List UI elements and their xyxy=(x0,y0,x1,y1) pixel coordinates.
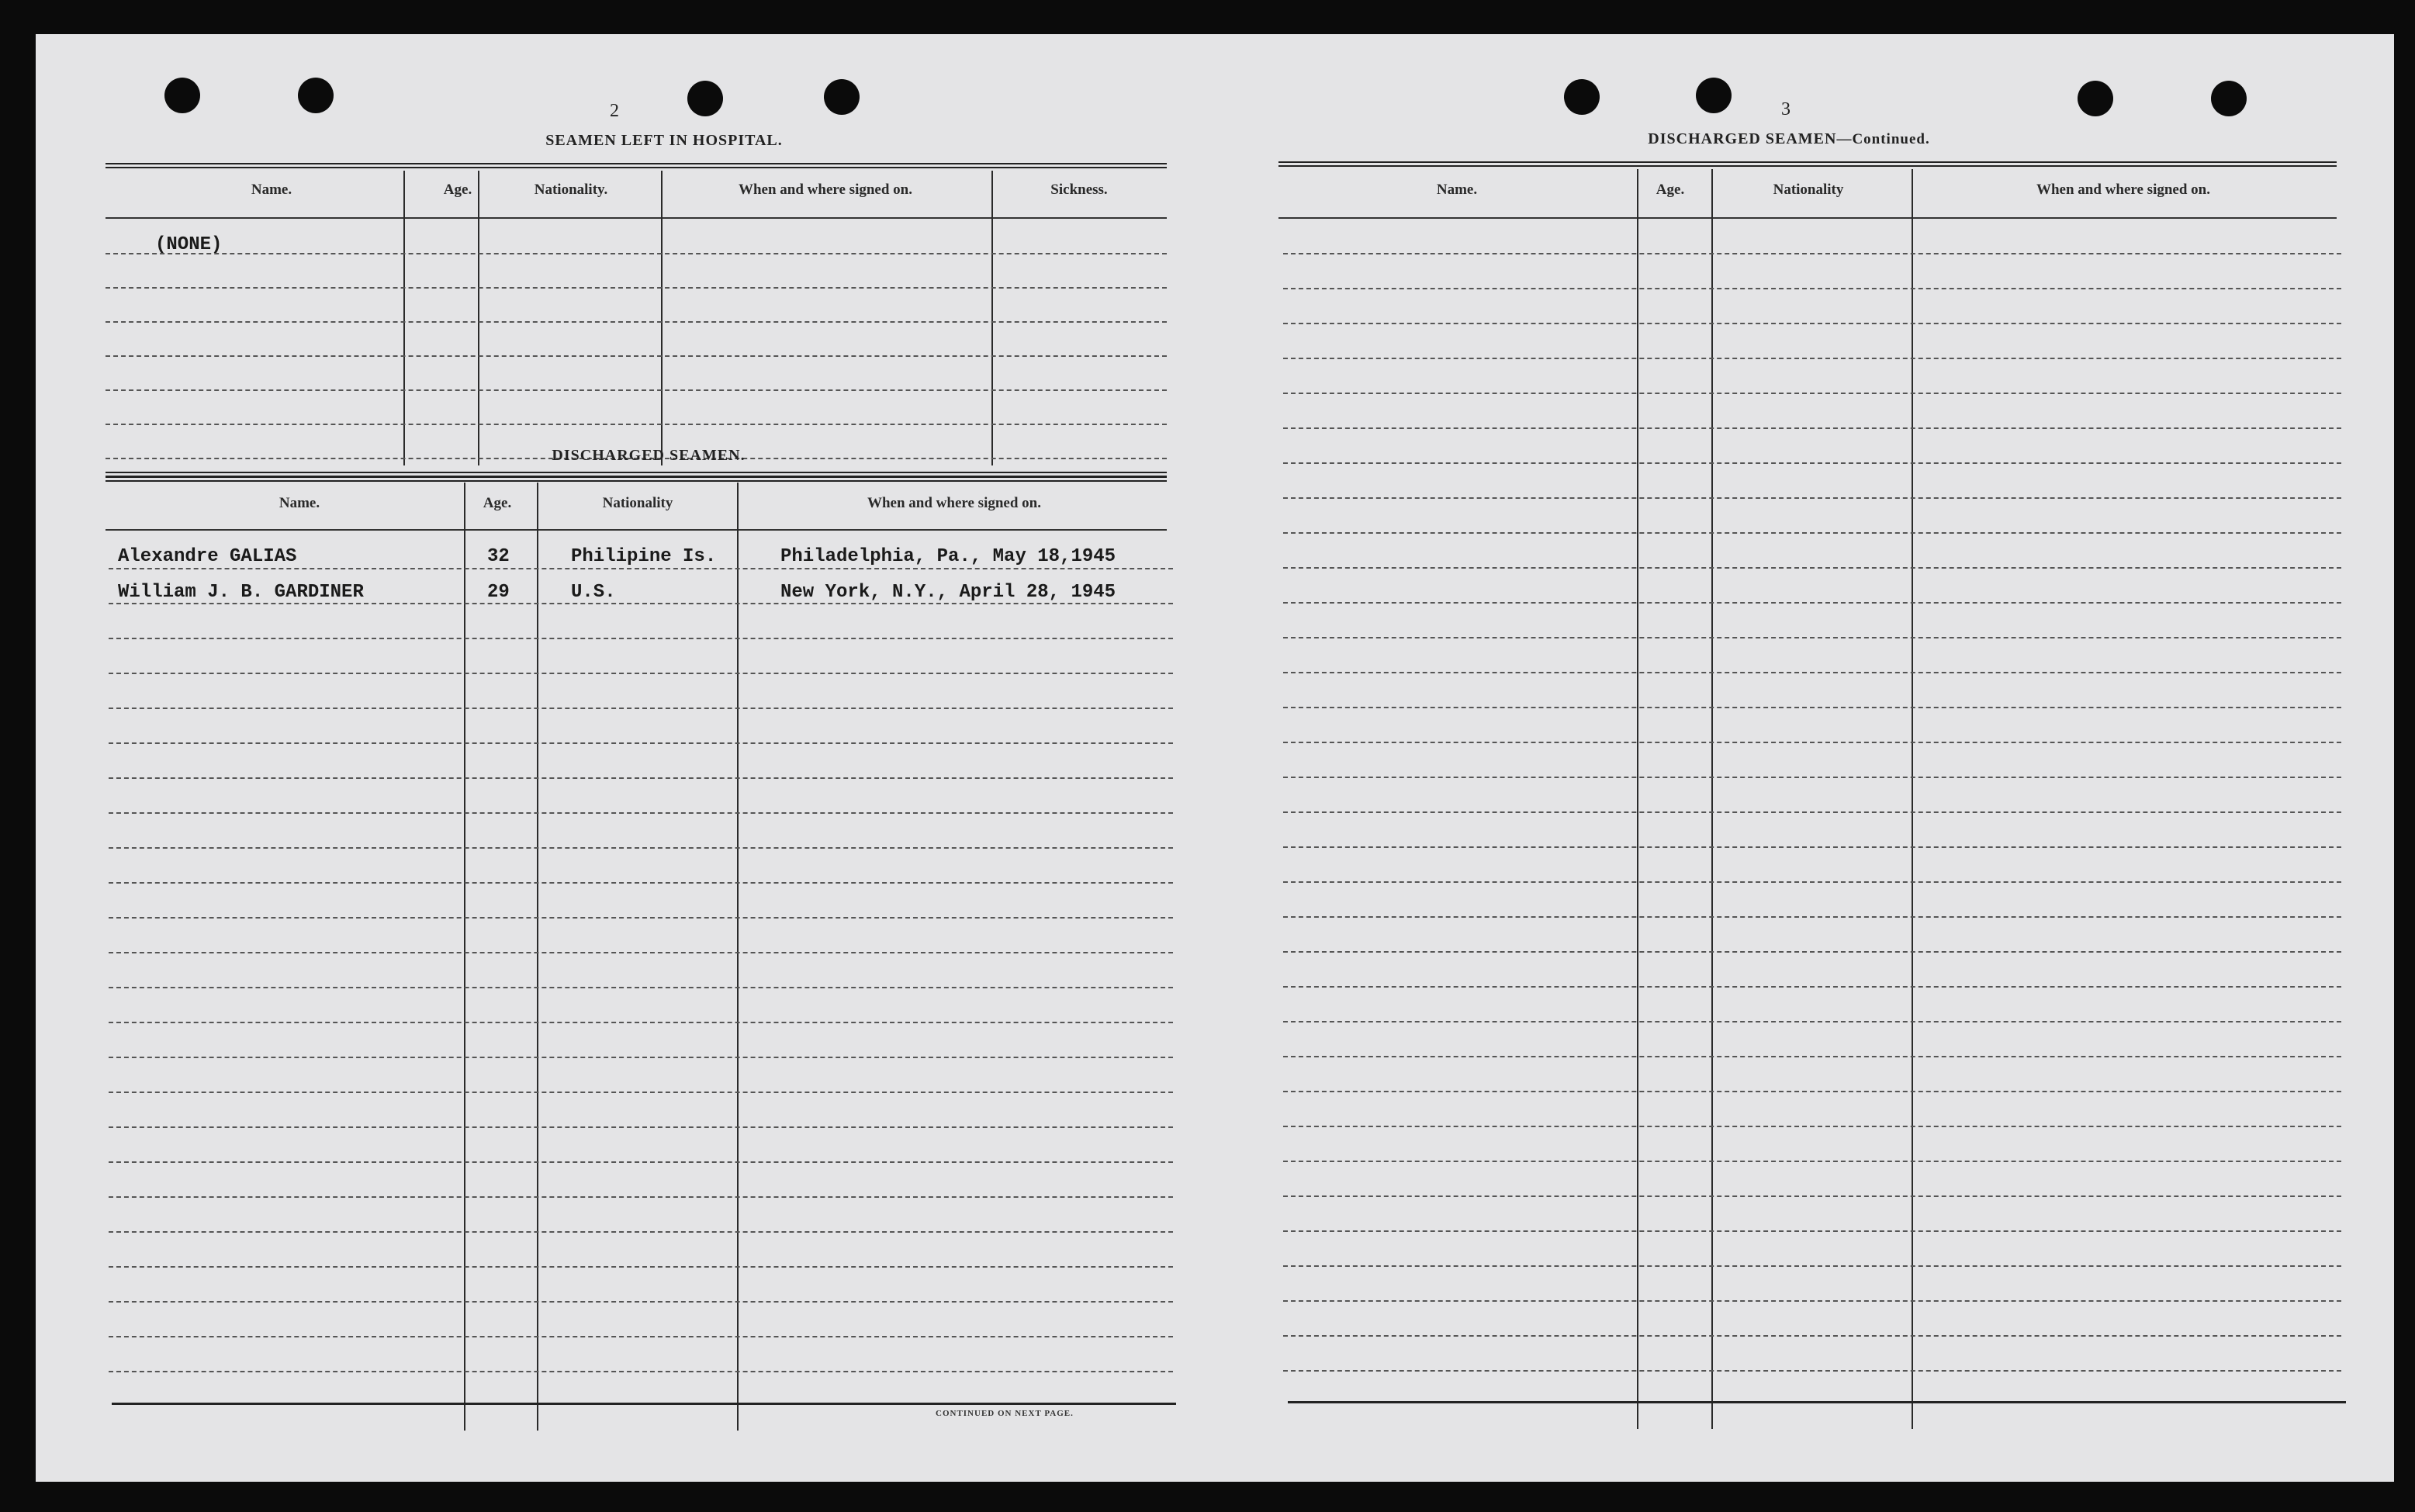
ruled-line xyxy=(106,389,1167,391)
seaman-signed-on: Philadelphia, Pa., May 18,1945 xyxy=(780,546,1116,567)
column-divider xyxy=(737,483,739,1431)
ruled-line xyxy=(1283,323,2341,324)
ruled-line xyxy=(106,424,1167,425)
seaman-nationality: U.S. xyxy=(571,582,616,603)
ruled-line xyxy=(1283,1265,2341,1267)
ruled-line xyxy=(1283,777,2341,778)
ruled-line xyxy=(109,917,1173,919)
ruled-line xyxy=(1283,288,2341,289)
column-divider xyxy=(661,171,663,465)
document-sheet xyxy=(36,34,2394,1482)
column-divider xyxy=(537,483,538,1431)
seaman-name: William J. B. GARDINER xyxy=(118,582,364,603)
ruled-line xyxy=(109,1126,1173,1128)
ruled-line xyxy=(1283,916,2341,918)
column-divider xyxy=(403,171,405,465)
ruled-line xyxy=(1283,1300,2341,1302)
section-rule xyxy=(106,476,1167,482)
ruled-line xyxy=(109,1161,1173,1163)
punch-hole xyxy=(1564,79,1600,115)
ruled-line xyxy=(1283,986,2341,988)
ruled-line xyxy=(1283,462,2341,464)
ruled-line xyxy=(109,777,1173,779)
ruled-line xyxy=(1283,602,2341,604)
section-rule xyxy=(106,163,1167,168)
page-number-right: 3 xyxy=(1781,99,1790,119)
ruled-line xyxy=(1283,497,2341,499)
ruled-line xyxy=(1283,811,2341,813)
punch-hole xyxy=(687,81,723,116)
seaman-name: Alexandre GALIAS xyxy=(118,546,297,567)
ruled-line xyxy=(1283,1195,2341,1197)
ruled-line xyxy=(109,1092,1173,1093)
punch-hole xyxy=(2078,81,2113,116)
ruled-line xyxy=(1283,1021,2341,1022)
hospital-header-sickness: Sickness. xyxy=(1050,182,1108,198)
ruled-line xyxy=(109,1022,1173,1023)
ruled-line xyxy=(109,1057,1173,1058)
punch-hole xyxy=(1696,78,1732,113)
ruled-line xyxy=(1283,567,2341,569)
ruled-line xyxy=(109,812,1173,814)
hospital-section-title: SEAMEN LEFT IN HOSPITAL. xyxy=(545,132,783,149)
seaman-age: 32 xyxy=(487,546,510,567)
ruled-line xyxy=(109,742,1173,744)
seaman-nationality: Philipine Is. xyxy=(571,546,717,567)
header-underline xyxy=(106,217,1167,219)
ruled-line xyxy=(109,603,1173,604)
hospital-header-signed-on: When and where signed on. xyxy=(738,182,912,198)
section-rule xyxy=(1278,161,2337,167)
seaman-signed-on: New York, N.Y., April 28, 1945 xyxy=(780,582,1116,603)
ruled-line xyxy=(1283,1056,2341,1057)
ruled-line xyxy=(106,287,1167,289)
ruled-line xyxy=(109,708,1173,709)
ruled-line xyxy=(109,1301,1173,1303)
ruled-line xyxy=(1283,707,2341,708)
ruled-line xyxy=(1283,358,2341,359)
punch-hole xyxy=(164,78,200,113)
punch-hole xyxy=(824,79,860,115)
ruled-line xyxy=(1283,1091,2341,1092)
bottom-rule xyxy=(112,1403,1176,1405)
ruled-line xyxy=(1283,672,2341,673)
right-header-name: Name. xyxy=(1436,182,1478,198)
column-divider xyxy=(478,171,479,465)
ruled-line xyxy=(1283,253,2341,254)
continued-note: CONTINUED ON NEXT PAGE. xyxy=(936,1409,1074,1418)
ruled-line xyxy=(109,952,1173,953)
ruled-line xyxy=(1283,427,2341,429)
ruled-line xyxy=(1283,532,2341,534)
ruled-line xyxy=(1283,881,2341,883)
hospital-header-nationality: Nationality. xyxy=(534,182,608,198)
ruled-line xyxy=(106,253,1167,254)
seaman-age: 29 xyxy=(487,582,510,603)
ruled-line xyxy=(1283,637,2341,638)
ruled-line xyxy=(1283,1230,2341,1232)
continued-suffix: —Continued. xyxy=(1836,131,1930,147)
ruled-line xyxy=(106,355,1167,357)
ruled-line xyxy=(109,1231,1173,1233)
discharged-header-name: Name. xyxy=(279,495,320,511)
hospital-header-name: Name. xyxy=(251,182,292,198)
discharged-header-age: Age. xyxy=(483,495,512,511)
discharged-section-title: DISCHARGED SEAMEN. xyxy=(552,447,746,464)
header-underline xyxy=(106,529,1167,531)
hospital-entry-none: (NONE) xyxy=(155,234,223,255)
ruled-line xyxy=(109,1336,1173,1337)
discharged-header-signed-on: When and where signed on. xyxy=(867,495,1041,511)
discharged-continued-title xyxy=(1510,130,2068,148)
column-divider xyxy=(464,483,465,1431)
ruled-line xyxy=(1283,1126,2341,1127)
ruled-line xyxy=(109,847,1173,849)
ruled-line xyxy=(1283,1370,2341,1372)
page-number-left: 2 xyxy=(610,101,619,121)
right-header-signed-on: When and where signed on. xyxy=(2036,182,2210,198)
right-header-age: Age. xyxy=(1656,182,1685,198)
discharged-continued-title-main: DISCHARGED SEAMEN xyxy=(1648,130,1837,147)
ruled-line xyxy=(1283,1335,2341,1337)
ruled-line xyxy=(109,673,1173,674)
ruled-line xyxy=(109,1196,1173,1198)
ruled-line xyxy=(1283,393,2341,394)
ruled-line xyxy=(109,638,1173,639)
ruled-line xyxy=(1283,1161,2341,1162)
punch-hole xyxy=(298,78,334,113)
ruled-line xyxy=(1283,742,2341,743)
ruled-line xyxy=(106,321,1167,323)
ruled-line xyxy=(109,882,1173,884)
ruled-line xyxy=(109,987,1173,988)
hospital-header-age: Age. xyxy=(443,182,472,198)
ruled-line xyxy=(1283,846,2341,848)
ruled-line xyxy=(109,1371,1173,1372)
header-underline xyxy=(1278,217,2337,219)
column-divider xyxy=(991,171,993,465)
bottom-rule xyxy=(1288,1401,2346,1403)
right-header-nationality: Nationality xyxy=(1773,182,1844,198)
ruled-line xyxy=(1283,951,2341,953)
ruled-line xyxy=(109,568,1173,569)
punch-hole xyxy=(2211,81,2247,116)
discharged-header-nationality: Nationality xyxy=(602,495,673,511)
ruled-line xyxy=(109,1266,1173,1268)
